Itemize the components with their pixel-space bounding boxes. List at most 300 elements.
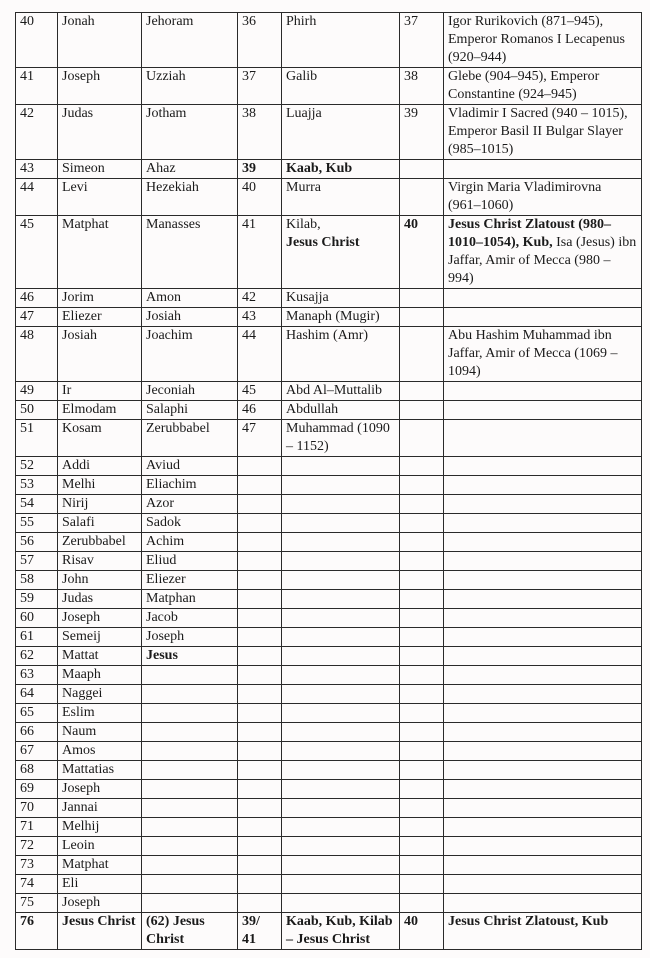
name-cell: Matphat [58, 856, 142, 875]
name-cell [142, 723, 238, 742]
number-cell [400, 894, 444, 913]
table-row [16, 68, 642, 105]
name-cell [282, 666, 400, 685]
name-cell: Kosam [58, 420, 142, 457]
name-cell [444, 514, 642, 533]
name-cell: Jesus Christ Zlatoust, Kub [444, 913, 642, 950]
table-row [16, 742, 642, 761]
table-row [16, 13, 642, 68]
number-cell: 39/ 41 [238, 913, 282, 950]
name-cell [282, 216, 400, 289]
name-cell: Eliezer [58, 308, 142, 327]
table-row [16, 552, 642, 571]
number-cell [400, 495, 444, 514]
number-cell [400, 780, 444, 799]
number-cell [400, 476, 444, 495]
table-row [16, 533, 642, 552]
name-cell: Eliachim [142, 476, 238, 495]
name-cell [282, 761, 400, 780]
number-cell: 47 [16, 308, 58, 327]
number-cell: 51 [16, 420, 58, 457]
number-cell: 45 [238, 382, 282, 401]
name-cell [282, 495, 400, 514]
name-cell: Jacob [142, 609, 238, 628]
number-cell [238, 666, 282, 685]
name-cell [444, 761, 642, 780]
cell-text: Jesus Christ Zlatoust (980–1010–1054), Kub, [448, 217, 611, 250]
name-cell [142, 837, 238, 856]
table-row [16, 401, 642, 420]
name-cell [282, 799, 400, 818]
name-cell [444, 289, 642, 308]
name-cell [282, 780, 400, 799]
name-cell: Maaph [58, 666, 142, 685]
number-cell: 39 [238, 160, 282, 179]
name-cell [142, 894, 238, 913]
number-cell: 40 [16, 13, 58, 68]
name-cell [282, 628, 400, 647]
number-cell [400, 761, 444, 780]
number-cell: 42 [16, 105, 58, 160]
number-cell [238, 533, 282, 552]
name-cell [282, 457, 400, 476]
number-cell: 58 [16, 571, 58, 590]
number-cell [400, 818, 444, 837]
number-cell: 45 [16, 216, 58, 289]
number-cell: 75 [16, 894, 58, 913]
name-cell: Jorim [58, 289, 142, 308]
name-cell [282, 571, 400, 590]
name-cell [282, 704, 400, 723]
number-cell [238, 571, 282, 590]
name-cell: Zerubbabel [142, 420, 238, 457]
name-cell [444, 723, 642, 742]
name-cell [142, 761, 238, 780]
number-cell: 70 [16, 799, 58, 818]
name-cell [444, 647, 642, 666]
name-cell: Zerubbabel [58, 533, 142, 552]
number-cell: 64 [16, 685, 58, 704]
number-cell: 65 [16, 704, 58, 723]
number-cell [400, 533, 444, 552]
table-row [16, 457, 642, 476]
number-cell [400, 799, 444, 818]
name-cell: Manaph (Mugir) [282, 308, 400, 327]
name-cell: Muhammad (1090 – 1152) [282, 420, 400, 457]
number-cell: 63 [16, 666, 58, 685]
number-cell [400, 837, 444, 856]
number-cell [238, 590, 282, 609]
table-row [16, 609, 642, 628]
name-cell: Jonah [58, 13, 142, 68]
number-cell [238, 742, 282, 761]
number-cell [238, 723, 282, 742]
name-cell: Eslim [58, 704, 142, 723]
number-cell: 39 [400, 105, 444, 160]
name-cell: Abu Hashim Muhammad ibn Jaffar, Amir of Mecca (1069 – 1094) [444, 327, 642, 382]
number-cell [400, 179, 444, 216]
name-cell: Leoin [58, 837, 142, 856]
name-cell [444, 552, 642, 571]
name-cell [142, 742, 238, 761]
name-cell: Elmodam [58, 401, 142, 420]
number-cell [400, 552, 444, 571]
number-cell [400, 571, 444, 590]
number-cell [400, 289, 444, 308]
name-cell [444, 685, 642, 704]
table-row [16, 799, 642, 818]
number-cell: 60 [16, 609, 58, 628]
name-cell [282, 894, 400, 913]
number-cell: 48 [16, 327, 58, 382]
name-cell: Mattatias [58, 761, 142, 780]
number-cell: 71 [16, 818, 58, 837]
number-cell [238, 704, 282, 723]
number-cell [238, 457, 282, 476]
table-row [16, 894, 642, 913]
table-row [16, 289, 642, 308]
name-cell [444, 495, 642, 514]
number-cell [400, 327, 444, 382]
cell-text: Isa (Jesus) ibn Jaffar, Amir of Mecca (980 – 994) [448, 235, 637, 286]
number-cell: 40 [400, 913, 444, 950]
name-cell [282, 476, 400, 495]
name-cell: Galib [282, 68, 400, 105]
number-cell [400, 590, 444, 609]
table-row [16, 856, 642, 875]
cell-text: Jesus Christ [286, 235, 360, 250]
number-cell: 76 [16, 913, 58, 950]
table-row [16, 590, 642, 609]
name-cell [282, 685, 400, 704]
name-cell [142, 818, 238, 837]
name-cell: Risav [58, 552, 142, 571]
number-cell: 57 [16, 552, 58, 571]
name-cell: Kusajja [282, 289, 400, 308]
number-cell [400, 420, 444, 457]
name-cell [444, 742, 642, 761]
name-cell [282, 514, 400, 533]
name-cell: Judas [58, 590, 142, 609]
number-cell [238, 837, 282, 856]
name-cell [444, 856, 642, 875]
number-cell [400, 666, 444, 685]
number-cell [400, 382, 444, 401]
number-cell: 47 [238, 420, 282, 457]
name-cell: Murra [282, 179, 400, 216]
number-cell: 40 [238, 179, 282, 216]
number-cell [238, 609, 282, 628]
table-row [16, 913, 642, 950]
number-cell: 69 [16, 780, 58, 799]
name-cell: Joseph [142, 628, 238, 647]
name-cell: Josiah [58, 327, 142, 382]
name-cell: Phirh [282, 13, 400, 68]
number-cell: 36 [238, 13, 282, 68]
number-cell: 53 [16, 476, 58, 495]
name-cell [282, 723, 400, 742]
name-cell: Glebe (904–945), Emperor Constantine (924–945) [444, 68, 642, 105]
name-cell [444, 666, 642, 685]
name-cell: Jehoram [142, 13, 238, 68]
name-cell: Amos [58, 742, 142, 761]
table-row [16, 179, 642, 216]
number-cell: 37 [238, 68, 282, 105]
name-cell [444, 420, 642, 457]
table-row [16, 420, 642, 457]
name-cell: (62) Jesus Christ [142, 913, 238, 950]
number-cell: 74 [16, 875, 58, 894]
number-cell [238, 647, 282, 666]
number-cell: 55 [16, 514, 58, 533]
number-cell: 40 [400, 216, 444, 289]
number-cell [400, 742, 444, 761]
table-row [16, 875, 642, 894]
name-cell [444, 401, 642, 420]
name-cell: Ir [58, 382, 142, 401]
name-cell [282, 647, 400, 666]
name-cell [142, 780, 238, 799]
number-cell [400, 685, 444, 704]
name-cell [444, 160, 642, 179]
name-cell [282, 590, 400, 609]
name-cell [282, 742, 400, 761]
name-cell: Joseph [58, 780, 142, 799]
number-cell: 62 [16, 647, 58, 666]
name-cell: Eliud [142, 552, 238, 571]
number-cell: 61 [16, 628, 58, 647]
number-cell [238, 799, 282, 818]
name-cell [282, 552, 400, 571]
number-cell: 41 [16, 68, 58, 105]
name-cell [142, 704, 238, 723]
number-cell [238, 476, 282, 495]
number-cell [400, 628, 444, 647]
name-cell: Aviud [142, 457, 238, 476]
table-row [16, 476, 642, 495]
number-cell [400, 647, 444, 666]
name-cell: Salaphi [142, 401, 238, 420]
name-cell: Josiah [142, 308, 238, 327]
name-cell [142, 875, 238, 894]
name-cell [444, 780, 642, 799]
table-row [16, 514, 642, 533]
name-cell: Achim [142, 533, 238, 552]
name-cell [282, 533, 400, 552]
number-cell: 49 [16, 382, 58, 401]
table-row [16, 495, 642, 514]
number-cell [400, 856, 444, 875]
name-cell [444, 571, 642, 590]
name-cell [142, 666, 238, 685]
name-cell: Addi [58, 457, 142, 476]
name-cell: Jotham [142, 105, 238, 160]
number-cell: 44 [238, 327, 282, 382]
number-cell: 68 [16, 761, 58, 780]
name-cell [444, 875, 642, 894]
number-cell: 50 [16, 401, 58, 420]
name-cell: John [58, 571, 142, 590]
number-cell: 42 [238, 289, 282, 308]
name-cell [444, 533, 642, 552]
number-cell [400, 875, 444, 894]
name-cell: Naggei [58, 685, 142, 704]
table-body [16, 13, 642, 950]
name-cell [444, 308, 642, 327]
name-cell: Kaab, Kub, Kilab – Jesus Christ [282, 913, 400, 950]
name-cell: Joseph [58, 894, 142, 913]
number-cell: 59 [16, 590, 58, 609]
name-cell [282, 856, 400, 875]
name-cell: Luajja [282, 105, 400, 160]
number-cell: 56 [16, 533, 58, 552]
name-cell [444, 704, 642, 723]
cell-text: Kilab, [286, 217, 321, 232]
name-cell: Joachim [142, 327, 238, 382]
name-cell: Simeon [58, 160, 142, 179]
number-cell [400, 704, 444, 723]
name-cell [282, 818, 400, 837]
table-row [16, 628, 642, 647]
name-cell: Hashim (Amr) [282, 327, 400, 382]
number-cell: 52 [16, 457, 58, 476]
number-cell [400, 308, 444, 327]
number-cell: 37 [400, 13, 444, 68]
table-row [16, 704, 642, 723]
name-cell: Melhij [58, 818, 142, 837]
number-cell: 43 [238, 308, 282, 327]
number-cell [238, 894, 282, 913]
name-cell [444, 382, 642, 401]
number-cell [238, 685, 282, 704]
name-cell [282, 875, 400, 894]
number-cell [400, 401, 444, 420]
name-cell: Hezekiah [142, 179, 238, 216]
table-row [16, 780, 642, 799]
name-cell: Azor [142, 495, 238, 514]
name-cell [444, 818, 642, 837]
name-cell [444, 476, 642, 495]
number-cell [238, 818, 282, 837]
name-cell: Matphat [58, 216, 142, 289]
table-row [16, 327, 642, 382]
name-cell: Salafi [58, 514, 142, 533]
name-cell: Melhi [58, 476, 142, 495]
table-row [16, 160, 642, 179]
number-cell: 73 [16, 856, 58, 875]
number-cell: 38 [400, 68, 444, 105]
number-cell: 67 [16, 742, 58, 761]
name-cell: Semeij [58, 628, 142, 647]
number-cell [400, 160, 444, 179]
name-cell: Abdullah [282, 401, 400, 420]
table-row [16, 105, 642, 160]
number-cell: 38 [238, 105, 282, 160]
table-row [16, 818, 642, 837]
name-cell: Vladimir I Sacred (940 – 1015), Emperor Basil II Bulgar Slayer (985–1015) [444, 105, 642, 160]
name-cell: Nirij [58, 495, 142, 514]
table-row [16, 571, 642, 590]
number-cell [400, 609, 444, 628]
name-cell: Sadok [142, 514, 238, 533]
name-cell [444, 457, 642, 476]
name-cell: Levi [58, 179, 142, 216]
name-cell: Igor Rurikovich (871–945), Emperor Romanos I Lecapenus (920–944) [444, 13, 642, 68]
name-cell [444, 628, 642, 647]
name-cell: Jesus [142, 647, 238, 666]
name-cell: Kaab, Kub [282, 160, 400, 179]
name-cell: Jesus Christ [58, 913, 142, 950]
table-row [16, 761, 642, 780]
name-cell [282, 837, 400, 856]
number-cell [238, 856, 282, 875]
name-cell [142, 685, 238, 704]
name-cell: Eliezer [142, 571, 238, 590]
number-cell [238, 875, 282, 894]
name-cell [142, 856, 238, 875]
number-cell [400, 514, 444, 533]
number-cell [400, 723, 444, 742]
number-cell: 46 [16, 289, 58, 308]
number-cell: 44 [16, 179, 58, 216]
name-cell: Uzziah [142, 68, 238, 105]
name-cell [444, 590, 642, 609]
number-cell [238, 495, 282, 514]
number-cell [238, 514, 282, 533]
name-cell [444, 837, 642, 856]
name-cell: Eli [58, 875, 142, 894]
name-cell: Virgin Maria Vladimirovna (961–1060) [444, 179, 642, 216]
number-cell [238, 628, 282, 647]
number-cell: 66 [16, 723, 58, 742]
genealogy-table [15, 12, 642, 950]
table-row [16, 308, 642, 327]
number-cell [400, 457, 444, 476]
table-row [16, 647, 642, 666]
name-cell [444, 609, 642, 628]
number-cell [238, 780, 282, 799]
number-cell: 46 [238, 401, 282, 420]
table-row [16, 382, 642, 401]
number-cell: 43 [16, 160, 58, 179]
name-cell: Joseph [58, 609, 142, 628]
name-cell: Ahaz [142, 160, 238, 179]
name-cell [444, 894, 642, 913]
table-row [16, 837, 642, 856]
name-cell: Jannai [58, 799, 142, 818]
name-cell: Naum [58, 723, 142, 742]
name-cell [282, 609, 400, 628]
name-cell: Matphan [142, 590, 238, 609]
table-row [16, 216, 642, 289]
name-cell: Manasses [142, 216, 238, 289]
name-cell: Amon [142, 289, 238, 308]
table-row [16, 723, 642, 742]
name-cell: Jeconiah [142, 382, 238, 401]
name-cell: Mattat [58, 647, 142, 666]
name-cell [444, 216, 642, 289]
name-cell [444, 799, 642, 818]
table-row [16, 666, 642, 685]
number-cell: 41 [238, 216, 282, 289]
table-row [16, 685, 642, 704]
name-cell: Abd Al–Muttalib [282, 382, 400, 401]
number-cell [238, 552, 282, 571]
number-cell: 54 [16, 495, 58, 514]
name-cell: Joseph [58, 68, 142, 105]
name-cell: Judas [58, 105, 142, 160]
number-cell [238, 761, 282, 780]
